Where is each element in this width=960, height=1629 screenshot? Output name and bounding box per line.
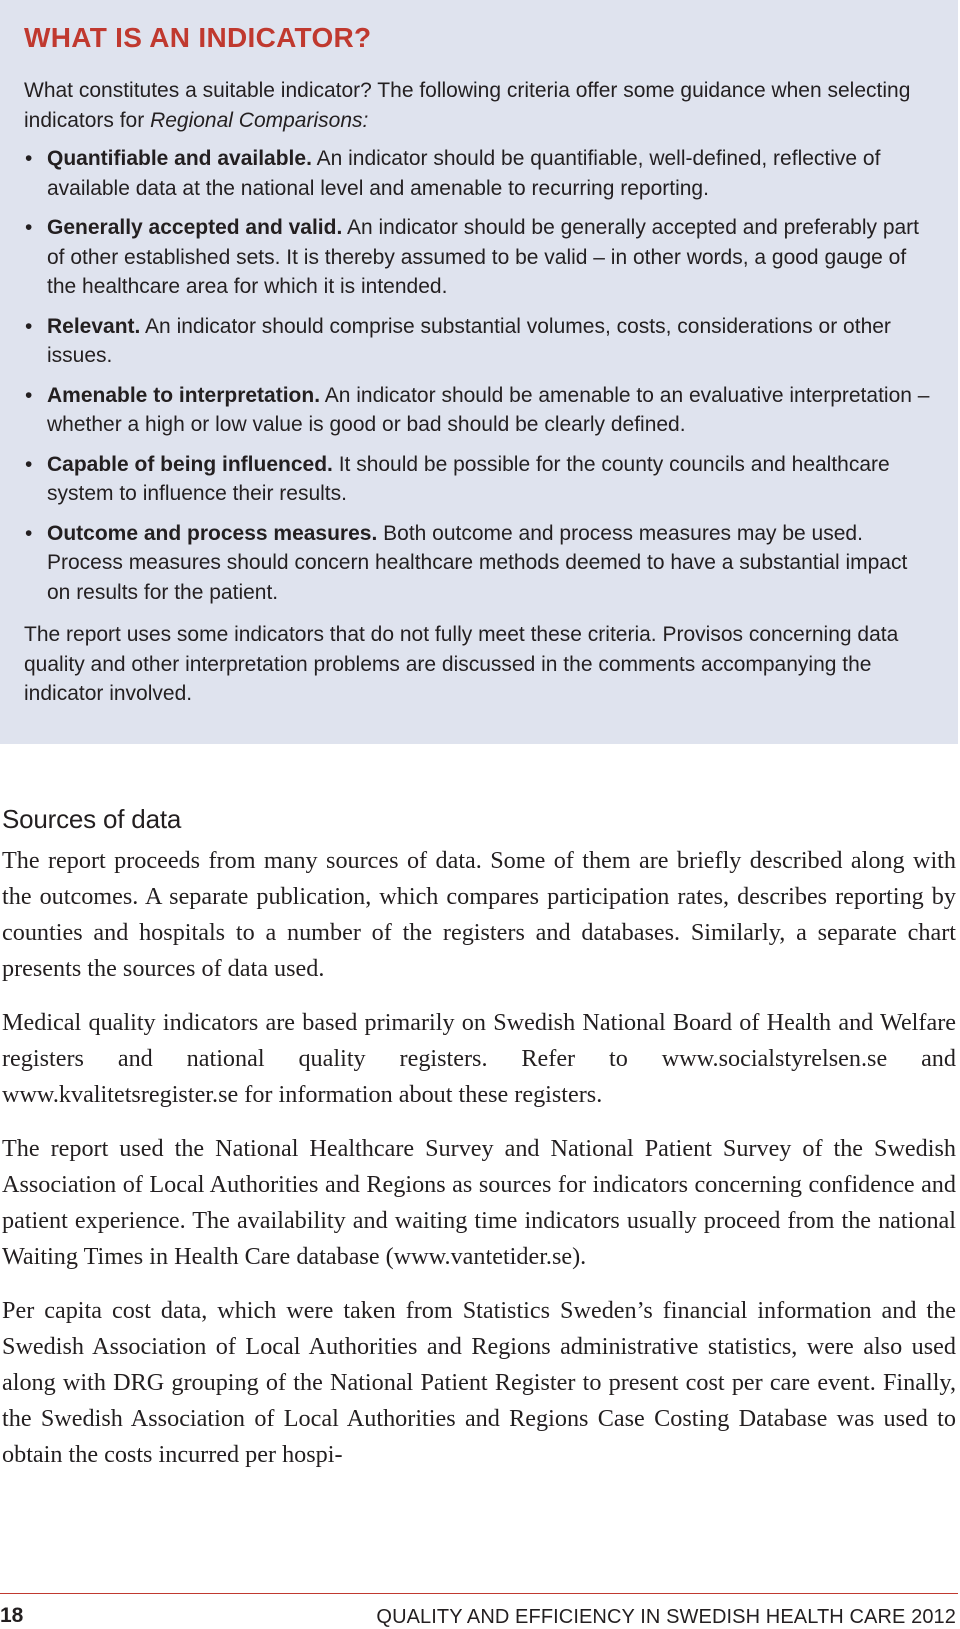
sources-section [2, 800, 956, 1491]
indicator-info-box [0, 0, 958, 744]
page-number: 18 [0, 1604, 24, 1627]
bullet: • [25, 383, 33, 407]
criterion-heading: Quantifiable and available. [47, 147, 312, 170]
box-intro-italic: Regional Comparisons: [150, 108, 369, 132]
box-closing: The report uses some indicators that do not fully meet these criteria. Provisos concerning data quality and other interpretation problems are discussed in the comments accompanying the indicator involved. [24, 623, 899, 705]
bullet: • [25, 147, 33, 170]
criterion-item [24, 450, 936, 509]
criterion-text: An indicator should comprise substantial volumes, costs, considerations or other issues. [47, 314, 891, 367]
footer-divider [0, 1593, 958, 1594]
box-title: WHAT IS AN INDICATOR? [24, 22, 372, 53]
criterion-item [24, 519, 936, 608]
criterion-heading: Generally accepted and valid. [47, 216, 343, 239]
criteria-list [24, 144, 936, 607]
criterion-item [24, 213, 936, 302]
criterion-item [24, 381, 936, 440]
criterion-heading: Capable of being influenced. [47, 452, 333, 476]
bullet: • [25, 521, 33, 545]
criterion-text: Both outcome and process measures may be used. Process measures should concern healthcare methods deemed to have a substantial impact on results for the patient. [47, 521, 908, 604]
criterion-text: An indicator should be quantifiable, well-defined, reflective of available data at the national level and amenable to recurring reporting. [47, 147, 881, 200]
running-title: QUALITY AND EFFICIENCY IN SWEDISH HEALTH CARE 2012 [376, 1606, 956, 1628]
section-title: Sources of data [2, 804, 182, 834]
criterion-text: An indicator should be generally accepted and preferably part of other established sets. It is thereby assumed to be valid – in other words, a good gauge of the healthcare area for which it is intended. [47, 216, 920, 298]
body-paragraph: Per capita cost data, which were taken from Statistics Sweden’s financial information and the Swedish Association of Local Authorities and Regions administrative statistics, were also used along with DRG grouping of the National Patient Register to present cost per care event. Finally, the Swedish Association of Local Authorities and Regions Case Costing Database was used to obtain the costs incurred per hospi- [2, 1297, 956, 1468]
criterion-item [24, 144, 936, 203]
criterion-text: It should be possible for the county councils and healthcare system to influence their results. [47, 452, 890, 505]
bullet: • [25, 216, 33, 239]
body-paragraph: The report used the National Healthcare Survey and National Patient Survey of the Swedish Association of Local Authorities and Regions as sources for indicators concerning confidence and patient experience. The availability and waiting time indicators usually proceed from the national Waiting Times in Health Care database (www.vantetider.se). [2, 1135, 956, 1270]
criterion-heading: Amenable to interpretation. [47, 383, 321, 407]
box-intro-text: What constitutes a suitable indicator? The following criteria offer some guidance when selecting indicators for [24, 79, 911, 132]
criterion-text: An indicator should be amenable to an evaluative interpretation – whether a high or low value is good or bad should be clearly defined. [47, 383, 930, 436]
body-paragraph: Medical quality indicators are based primarily on Swedish National Board of Health and Welfare registers and national quality registers. Refer to www.socialstyrelsen.se and www.kvalitetsregister.se for information about these registers. [2, 1009, 956, 1108]
bullet: • [25, 314, 33, 338]
bullet: • [25, 452, 33, 476]
criterion-heading: Outcome and process measures. [47, 521, 378, 545]
box-intro [24, 76, 936, 135]
criterion-heading: Relevant. [47, 314, 141, 338]
body-paragraph: The report proceeds from many sources of data. Some of them are briefly described along with the outcomes. A separate publication, which compares participation rates, describes reporting by counties and hospitals to a number of the registers and databases. Similarly, a separate chart presents the sources of data used. [2, 847, 956, 982]
criterion-item [24, 312, 936, 371]
